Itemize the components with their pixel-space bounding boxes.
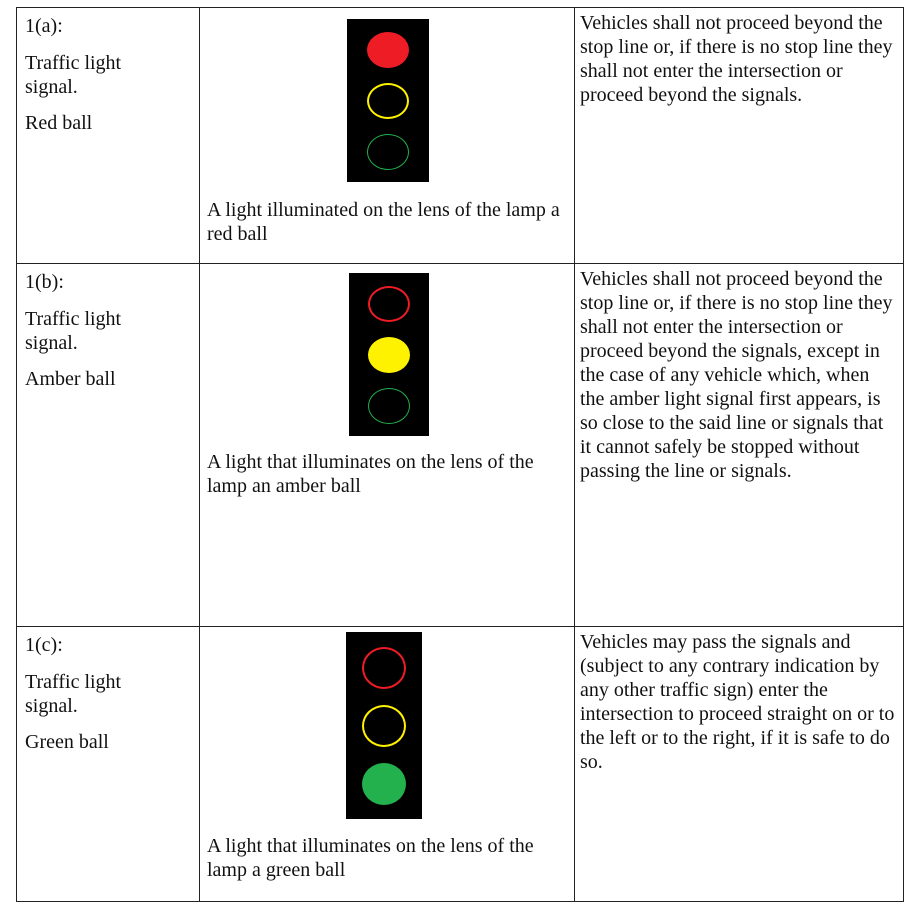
table-row <box>17 264 904 627</box>
amber-lamp <box>362 705 406 747</box>
table-row <box>17 627 904 902</box>
red-lamp <box>362 647 406 689</box>
sign-caption: A light illuminated on the lens of the lamp a red ball <box>207 199 560 245</box>
amber-lamp <box>368 337 410 373</box>
sign-image-cell <box>200 264 575 627</box>
traffic-light-amber-icon <box>349 273 429 436</box>
sign-caption: A light that illuminates on the lens of the lamp a green ball <box>207 835 534 881</box>
amber-lamp <box>367 83 409 119</box>
sign-meaning-cell <box>575 264 904 627</box>
green-lamp <box>362 763 406 805</box>
green-lamp <box>368 388 410 424</box>
sign-name: Amber ball <box>25 368 116 390</box>
sign-meaning-cell <box>575 8 904 264</box>
sign-name: Red ball <box>25 112 93 134</box>
sign-code: 1(b): <box>25 271 64 293</box>
sign-image-cell <box>200 627 575 902</box>
sign-id-cell <box>17 8 200 264</box>
sign-code: 1(a): <box>25 15 63 37</box>
traffic-light-green-icon <box>346 632 422 819</box>
traffic-light-red-icon <box>347 19 429 182</box>
sign-kind: Traffic light signal. <box>25 52 122 98</box>
sign-code: 1(c): <box>25 634 63 656</box>
sign-meaning: Vehicles may pass the signals and (subject to any contrary indication by any other traffic sign) enter the intersection to proceed straight on or to the left or to the right, if it is safe to do so. <box>580 631 895 773</box>
sign-image-cell <box>200 8 575 264</box>
sign-caption: A light that illuminates on the lens of the lamp an amber ball <box>207 451 534 497</box>
sign-meaning: Vehicles shall not proceed beyond the stop line or, if there is no stop line they shall not enter the intersection or proceed beyond the signals, except in the case of any vehicle which, when the amber light signal first appears, is so close to the said line or signals that it cannot safely be stopped without passing the line or signals. <box>580 268 893 482</box>
table-row <box>17 8 904 264</box>
sign-meaning-cell <box>575 627 904 902</box>
green-lamp <box>367 134 409 170</box>
sign-kind: Traffic light signal. <box>25 308 122 354</box>
sign-meaning: Vehicles shall not proceed beyond the stop line or, if there is no stop line they shall not enter the intersection or proceed beyond the signals. <box>580 12 893 106</box>
traffic-signals-table <box>16 7 904 902</box>
red-lamp <box>367 32 409 68</box>
red-lamp <box>368 286 410 322</box>
sign-kind: Traffic light signal. <box>25 671 122 717</box>
sign-id-cell <box>17 627 200 902</box>
sign-name: Green ball <box>25 731 109 753</box>
sign-id-cell <box>17 264 200 627</box>
